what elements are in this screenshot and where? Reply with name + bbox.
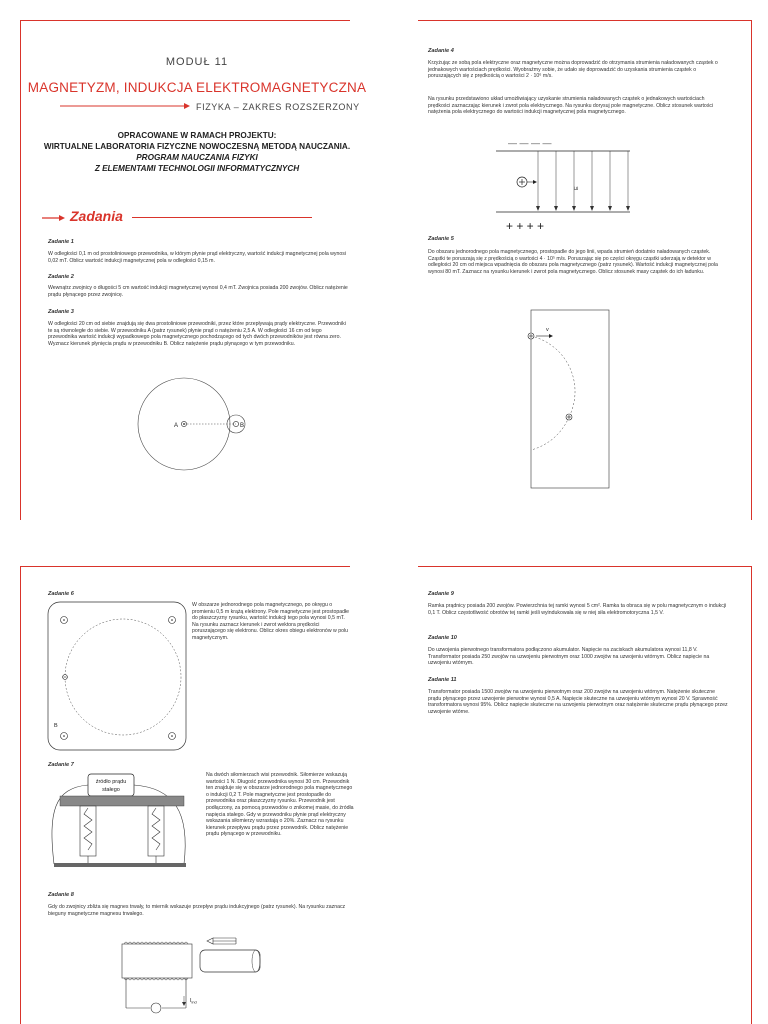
z11-title: Zadanie 11 xyxy=(428,677,457,683)
project-info xyxy=(20,130,374,174)
z6-title: Zadanie 6 xyxy=(48,591,74,597)
z3-text: W odległości 20 cm od siebie znajdują się dwa prostoliniowe przewodniki, przez które przepływają prądy elektryczne. Przewodniki te są równoległe do siebie. W przewodniku A (patrz rysunek) płynie prąd o natężeniu 2,5 A. W odległości 16 cm od tego przewodnika wartość indukcji wypadkowego pola magnetycznego pochodzącego od tych dwóch przewodników jest równa zero. Wyznacz kierunek płynięcia prądu w przewodniku B. Oblicz natężenie prądu płynącego w tym przewodniku. xyxy=(48,321,346,347)
section-arrow-icon xyxy=(42,214,66,222)
z7-title: Zadanie 7 xyxy=(48,762,74,768)
z8-diagram xyxy=(116,936,296,1016)
z3-label-b: B xyxy=(240,423,245,429)
z7-diagram xyxy=(44,772,204,880)
project-line-4: Z ELEMENTAMI TECHNOLOGII INFORMATYCZNYCH xyxy=(94,164,300,173)
subtitle: FIZYKA – ZAKRES ROZSZERZONY xyxy=(196,102,360,112)
z1-title: Zadanie 1 xyxy=(48,239,74,245)
galvanometer-icon xyxy=(151,1003,161,1013)
z11-text: Transformator posiada 1500 zwojów na uzwojeniu pierwotnym oraz 200 zwojów na uzwojeniu wtórnym. Natężenie skuteczne prądu płynącego przez uzwojenie pierwotne wynosi 0,5 A. Napięcie skuteczne na uzwojeniu wtórnym wynosi 20 V. Sprawność transformatora wynosi 95%. Oblicz napięcie skuteczne na uzwojeniu pierwotnym oraz natężenie skuteczne prądu płynącego przez uzwojenie wtórne. xyxy=(428,689,728,715)
page-top-rule xyxy=(418,20,752,21)
z9-text: Ramka prądnicy posiada 200 zwojów. Powierzchnia tej ramki wynosi 5 cm². Ramka ta obraca się w polu magnetycznym o indukcji 0,1 T. Oblicz częstotliwość obrotów tej ramki jeśli wyindukowała się w niej siła elektromotoryczna 1,5 V. xyxy=(428,603,727,616)
project-line-3: PROGRAM NAUCZANIA FIZYKI xyxy=(136,153,258,162)
z9-title: Zadanie 9 xyxy=(428,591,454,597)
z3-label-a: A xyxy=(174,423,179,429)
page-top-rule xyxy=(418,566,752,567)
z5-field-region xyxy=(531,310,609,488)
z4-diagram xyxy=(488,138,638,238)
module-label: MODUŁ 11 xyxy=(165,56,229,68)
z8-title: Zadanie 8 xyxy=(48,892,74,898)
project-line-1: OPRACOWANE W RAMACH PROJEKTU: xyxy=(117,131,277,140)
z7-support-bar xyxy=(60,796,184,806)
project-line-2: WIRTUALNE LABORATORIA FIZYCZNE NOWOCZESNĄ METODĄ NAUCZANIA. xyxy=(43,142,351,151)
page-2 xyxy=(398,20,752,520)
z4-plus-plate: + + + + xyxy=(506,219,545,233)
page-right-rule xyxy=(751,20,752,520)
page-left-rule xyxy=(20,20,21,520)
page-1 xyxy=(20,20,374,520)
z5-title: Zadanie 5 xyxy=(428,236,454,242)
z3-title: Zadanie 3 xyxy=(48,309,74,315)
z4-e-label: E xyxy=(574,186,580,190)
page-right-rule xyxy=(751,566,752,1024)
page-3 xyxy=(20,566,374,1024)
motion-arrow-icon xyxy=(207,938,213,944)
subtitle-arrow-icon xyxy=(60,102,190,110)
z5-v-label: v xyxy=(546,327,549,333)
z6-b-label: B xyxy=(54,723,58,729)
page-top-rule xyxy=(20,566,350,567)
page-top-rule xyxy=(20,20,350,21)
z6-orbit xyxy=(65,619,181,735)
z5-text: Do obszaru jednorodnego pola magnetycznego, prostopadle do jego linii, wpada strumień dodatnio naładowanych cząstek. Cząstki te poruszają się z prędkością o wartości 4 · 10⁵ m/s. Poruszając się po części okręgu cząstki uderzają w detektor w odległości 20 cm od miejsca wpadnięcia do obszaru pola magnetycznego (patrz rysunek). Wartość indukcji magnetycznej pola wynosi 80 mT. Zaznacz na rysunku kierunek i zwrot pola magnetycznego. Oblicz stosunek masy cząstek do ich ładunku. xyxy=(428,249,718,275)
z8-coil xyxy=(122,944,192,978)
z7-conductor xyxy=(54,863,186,867)
z8-i-label: $I_{ind}$ xyxy=(190,998,197,1005)
z6-field-region xyxy=(48,602,186,750)
z4-text-2: Na rysunku przedstawiono układ umożliwiający uzyskanie strumienia naładowanych cząstek o jednakowych wartościach prędkości zaznaczając kierunek i zwrot pola elektrycznego. Na rysunku dorysuj pole magnetyczne. Oblicz stosunek wartości natężenia pola elektrycznego do wartości indukcji magnetycznej pola magnetycznego. xyxy=(428,96,714,116)
z7-source-line-1: źródło prądu xyxy=(95,779,127,785)
force-meter-right xyxy=(148,806,164,856)
z10-text: Do uzwojenia pierwotnego transformatora podłączono akumulator. Napięcie na zaciskach akumulatora wynosi 11,8 V. Transformator posiada 250 zwojów na uzwojeniu pierwotnym oraz 1000 zwojów na uzwojeniu wtórnym. Oblicz napięcie na uzwojeniu wtórnym. xyxy=(428,647,710,667)
z4-title: Zadanie 4 xyxy=(428,48,454,54)
z10-title: Zadanie 10 xyxy=(428,635,457,641)
page-title: MAGNETYZM, INDUKCJA ELEKTROMAGNETYCZNA xyxy=(27,80,367,95)
permanent-magnet xyxy=(200,950,260,972)
force-meter-left xyxy=(80,806,96,856)
z4-text-1: Krzyżując ze sobą pola elektryczne oraz magnetyczne można doprowadzić do otrzymania strumienia naładowanych cząstek o jednakowych wartościach prędkości. Wyobraźmy sobie, że udało się doprowadzić do uzyskania strumienia cząstek o poruszających się z prędkością o wartości 2 · 10⁶ m/s. xyxy=(428,60,718,80)
z6-text: W obszarze jednorodnego pola magnetycznego, po okręgu o promieniu 0,5 m krążą elektrony. Pole magnetyczne jest prostopadłe do płaszczyzny rysunku, wartość indukcji tego pola wynosi 0,5 mT. Na rysunku zaznacz kierunek i zwrot wektora prędkości poruszającego się elektronu. Oblicz okres obiegu elektronów w polu magnetycznym. xyxy=(192,602,350,641)
z1-text: W odległości 0,1 m od prostoliniowego przewodnika, w którym płynie prąd elektryczny, wartość indukcji magnetycznej pola wynosi 0,02 mT. Oblicz wartość indukcji magnetycznej pola w odległości 0,15 m. xyxy=(48,251,347,264)
page-left-rule xyxy=(20,566,21,1024)
z5-diagram xyxy=(508,310,618,490)
z2-title: Zadanie 2 xyxy=(48,274,74,280)
section-heading: Zadania xyxy=(70,208,123,224)
z2-text: Wewnątrz zwojnicy o długości 5 cm wartość indukcji magnetycznej wynosi 0,4 mT. Zwojnica posiada 200 zwojów. Oblicz natężenie prądu płynącego przez zwojnicę. xyxy=(48,285,348,298)
section-rule xyxy=(132,217,312,218)
z7-text: Na dwóch siłomierzach wisi przewodnik. Siłomierze wskazują wartości 1 N. Długość przewodnika wynosi 30 cm. Przewodnik ten znajduje się w obszarze jednorodnego pola magnetycznego o indukcji 0,2 T. Pole magnetyczne jest prostopadłe do przewodnika oraz płaszczyzny rysunku. Przewodnik jest podłączony, za pomocą przewodów o znikomej masie, do źródła napięcia stałego. Gdy w przewodniku płynie prąd elektryczny wskazania siłomierzy wzrastają o 20%. Zaznacz na rysunku kierunek przepływu prądu przez przewodnik. Oblicz natężenie prądu płynącego w przewodniku. xyxy=(206,772,354,838)
z6-diagram xyxy=(48,602,188,752)
page-4 xyxy=(398,566,752,1024)
z4-minus-plate: — — — — xyxy=(508,138,552,148)
z7-source-line-2: stałego xyxy=(102,787,120,793)
z3-diagram xyxy=(130,370,270,480)
z8-text: Gdy do zwojnicy zbliża się magnes trwały, to miernik wskazuje przepływ prądu indukcyjnego (patrz rysunek). Na rysunku zaznacz bieguny magnetyczne magnesu trwałego. xyxy=(48,904,346,917)
